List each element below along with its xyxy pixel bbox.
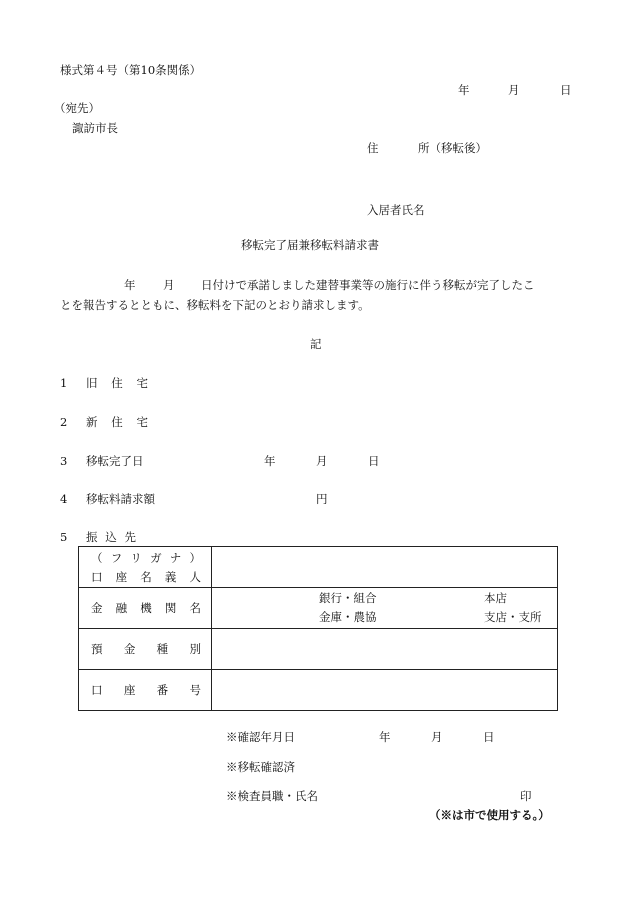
date-year: 年 [458,83,470,97]
branch-1: 本店 [484,591,507,605]
address-label-1: 住 [367,141,379,155]
item-5-num: 5 [60,530,68,544]
date-month: 月 [508,83,520,97]
account-name-label: 口 座 名 義 人 [91,570,201,584]
confirm-year: 年 [379,730,391,744]
deposit-type-label: 預 金 種 別 [91,642,201,656]
item-3-day: 日 [368,454,380,468]
seal-mark: 印 [520,789,532,803]
inspector-label: ※検査員職・氏名 [226,789,318,803]
resident-name-label: 入居者氏名 [367,203,425,217]
confirm-date-label: ※確認年月日 [226,730,295,744]
item-3-label: 移転完了日 [86,454,144,468]
body-year: 年 [124,278,136,292]
account-number-label: 口 座 番 号 [91,683,201,697]
confirm-day: 日 [483,730,495,744]
account-number-field[interactable] [212,670,558,711]
deposit-type-field[interactable] [212,629,558,670]
item-5-label: 振 込 先 [86,530,136,544]
item-4-num: 4 [60,492,68,506]
body-line-2: とを報告するとともに、移転料を下記のとおり請求します。 [60,298,370,312]
account-name-field[interactable] [212,547,558,588]
addressee-label: （宛先） [54,101,100,115]
date-day: 日 [560,83,572,97]
moved-confirmed: ※移転確認済 [226,760,295,774]
city-use-note: （※は市で使用する。） [429,808,550,822]
bank-transfer-table [78,546,558,711]
item-3-num: 3 [60,454,68,468]
deposit-type-label-cell [79,629,212,670]
table-row [79,588,558,629]
ki-heading: 記 [310,337,322,351]
institution-field[interactable] [212,588,558,629]
item-3-month: 月 [316,454,328,468]
account-number-label-cell [79,670,212,711]
account-name-label-cell [79,547,212,588]
body-month: 月 [163,278,175,292]
address-label-2: 所（移転後） [418,141,487,155]
body-line-1: 日付けで承諾しました建替事業等の施行に伴う移転が完了したこ [201,278,535,292]
furigana-label: （ フ リ ガ ナ ） [91,551,201,565]
item-1-label: 旧 住 宅 [86,376,148,390]
form-number: 様式第４号（第10条関係） [60,63,202,77]
item-1-num: 1 [60,376,68,390]
addressee: 諏訪市長 [72,121,118,135]
bank-types-2: 金庫・農協 [319,610,377,624]
branch-2: 支店・支所 [484,610,542,624]
item-2-num: 2 [60,415,68,429]
confirm-month: 月 [431,730,443,744]
document-title: 移転完了届兼移転料請求書 [241,238,379,252]
institution-label-cell [79,588,212,629]
item-3-year: 年 [264,454,276,468]
item-4-label: 移転料請求額 [86,492,155,506]
institution-label: 金 融 機 関 名 [91,601,201,615]
bank-types-1: 銀行・組合 [319,591,377,605]
item-4-unit: 円 [316,492,328,506]
table-row [79,629,558,670]
item-2-label: 新 住 宅 [86,415,148,429]
table-row [79,670,558,711]
table-row [79,547,558,588]
